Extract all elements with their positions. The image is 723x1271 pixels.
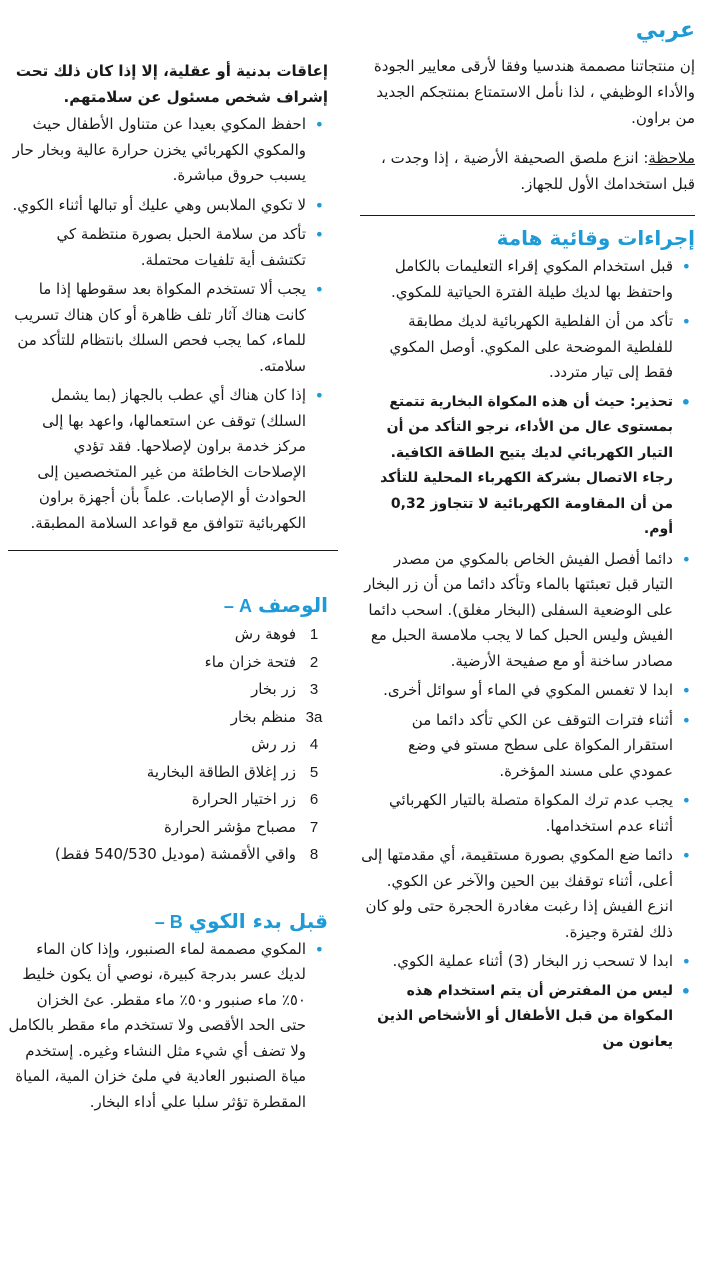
part-label: واقي الأقمشة (موديل 540/530 فقط) — [54, 845, 296, 863]
list-item: • تأكد من أن الفلطية الكهربائية لديك مطابقة للفلطية الموضحة على المكوي. أوصل المكوي فقط إلى تيار متردد. — [360, 309, 695, 386]
part-label: فتحة خزان ماء — [204, 652, 296, 671]
list-item: • تحذير: حيث أن هذه المكواة البخارية تتمتع بمستوى عال من الأداء، نرجو التأكد من أن التيار الكهربائي لديك يتيح الطاقة الكافية. رجاء الاتصال بشركة الكهرباء المحلية للتأكد من أن المقاومة الكهربائية لا تتجاوز 0,32 أوم. — [360, 390, 695, 543]
section-divider — [360, 215, 695, 216]
list-item: • احفظ المكوي بعيدا عن متناول الأطفال حيث والمكوي الكهربائي يخزن حرارة عالية وبخار حار يسبب حروق مباشرة. — [8, 112, 328, 189]
description-title: الوصف — [257, 593, 328, 617]
part-label: منظم بخار — [230, 707, 296, 726]
part-item — [8, 759, 328, 787]
part-label: زر رش — [251, 735, 296, 753]
list-item: • لا تكوي الملابس وهي عليك أو تبالها أثناء الكوي. — [8, 193, 328, 219]
part-number: 6 — [309, 791, 319, 808]
part-item — [8, 731, 328, 759]
note-label: ملاحظة — [648, 149, 695, 167]
list-item: • ابدا لا تسحب زر البخار (3) أثناء عملية الكوي. — [360, 949, 695, 975]
part-number: 5 — [309, 763, 319, 781]
list-item: • دائما ضع المكوي بصورة مستقيمة، أي مقدمتها إلى أعلى، أثناء توقفك بين الحين والآخر عن الكوي. انزع الفيش إذا رغبت مغادرة الحجرة حتى ولو كان ذلك لفترة وجيزة. — [360, 843, 695, 945]
part-item — [8, 841, 328, 869]
before-start-letter: B – — [154, 911, 183, 932]
right-column — [360, 18, 695, 1059]
list-item: • إذا كان هناك أي عطب بالجهاز (بما يشمل السلك) توقف عن استعمالها، واعهد بها إلى مركز خدمة براون لإصلاحها. فقد تؤدي الإصلاحات الخاطئة من غير المتخصصين إلى الحوادث أو الإصابات. علماً بأن أجهزة براون الكهربائية تتوافق مع قواعد السلامة المطبقة. — [8, 383, 328, 536]
part-label: زر بخار — [251, 680, 296, 698]
list-item: • تأكد من سلامة الحبل بصورة منتظمة كي تكتشف أية تلفيات محتملة. — [8, 222, 328, 273]
part-number: 2 — [309, 653, 319, 671]
safety-title: إجراءات وقائية هامة — [496, 226, 695, 250]
list-item: • دائما أفصل الفيش الخاص بالمكوي من مصدر التيار قبل تعبئتها بالماء وتأكد دائما من أن زر البخار على الوضعية السفلى (البخار مغلق). اسحب دائما الفيش وليس الحبل كما لا يجب ملامسة الحبل مع مصادر ساخنة أو مع صفيحة الأرضية. — [360, 547, 695, 675]
language-title: عربي — [635, 18, 695, 43]
parts-list — [8, 621, 328, 869]
part-item — [8, 649, 328, 677]
part-item — [8, 676, 328, 704]
part-number: 3a — [305, 708, 323, 726]
before-start-heading — [8, 909, 328, 933]
safety-heading — [360, 226, 695, 250]
part-item — [8, 704, 328, 732]
list-item: • أثناء فترات التوقف عن الكي تأكد دائما من استقرار المكواة على سطح مستو في وضع عمودي على مسند المؤخرة. — [360, 708, 695, 785]
list-item: • يجب ألا تستخدم المكواة بعد سقوطها إذا ما كانت هناك آثار تلف ظاهرة أو كان هناك تسريب للماء، كما يجب فحص السلك بانتظام للتأكد من سلامته. — [8, 277, 328, 379]
before-start-list — [8, 937, 328, 1116]
part-number: 7 — [309, 818, 319, 836]
part-number: 3 — [309, 681, 319, 698]
list-item: • ليس من المفترض أن يتم استخدام هذه المكواة من قبل الأطفال أو الأشخاص الذين يعانون من — [360, 979, 695, 1056]
description-heading — [8, 593, 328, 617]
note-paragraph — [360, 145, 695, 197]
note-text: : انزع ملصق الصحيفة الأرضية ، إذا وجدت ، قبل استخدامك الأول للجهاز. — [381, 149, 695, 193]
intro-paragraph: إن منتجاتنا مصممة هندسيا وفقا لأرقى معايير الجودة والأداء الوظيفي ، لذا نأمل الاستمتاع بمنتجكم الجديد من براون. — [373, 57, 695, 127]
list-item: • يجب عدم ترك المكواة متصلة بالتيار الكهربائي أثناء عدم استخدامها. — [360, 788, 695, 839]
continuation-paragraph: إعاقات بدنية أو عقلية، إلا إذا كان ذلك تحت إشراف شخص مسئول عن سلامتهم. — [15, 62, 328, 106]
part-label: زر إغلاق الطاقة البخارية — [146, 762, 296, 781]
list-item: • قبل استخدام المكوي إقراء التعليمات بالكامل واحتفظ بها لديك طيلة الفترة الحياتية للمكوي. — [360, 254, 695, 305]
safety-list — [360, 254, 695, 1055]
list-item: • المكوي مصممة لماء الصنبور، وإذا كان الماء لديك عسر بدرجة كبيرة، نوصي أن يكون خليط ٥٠٪ ماء صنبور و٥٠٪ ماء مقطر. عئ الخزان حتى الحد الأقصى ولا تستخدم ماء مقطر بالكامل ولا تضف أي شيء مثل النشاء وغيره. إستخدم مياة الصنبور العادية في ملئ خزان المية، المياة المقطرة تؤثر سلبا علي أداء البخار. — [8, 937, 328, 1116]
part-number: 1 — [309, 626, 319, 643]
part-label: مصباح مؤشر الحرارة — [164, 817, 296, 836]
before-start-title: قبل بدء الكوي — [188, 908, 328, 933]
part-item — [8, 814, 328, 842]
part-item — [8, 786, 328, 814]
part-number: 8 — [309, 846, 319, 863]
part-label: زر اختيار الحرارة — [191, 790, 296, 808]
part-number: 4 — [309, 736, 319, 753]
part-label: فوهة رش — [234, 625, 296, 643]
description-letter: A – — [223, 596, 252, 616]
list-item: • ابدا لا تغمس المكوي في الماء أو سوائل أخرى. — [360, 678, 695, 704]
safety-list-continued — [8, 112, 328, 536]
part-item — [8, 621, 328, 649]
left-column — [8, 58, 328, 1119]
